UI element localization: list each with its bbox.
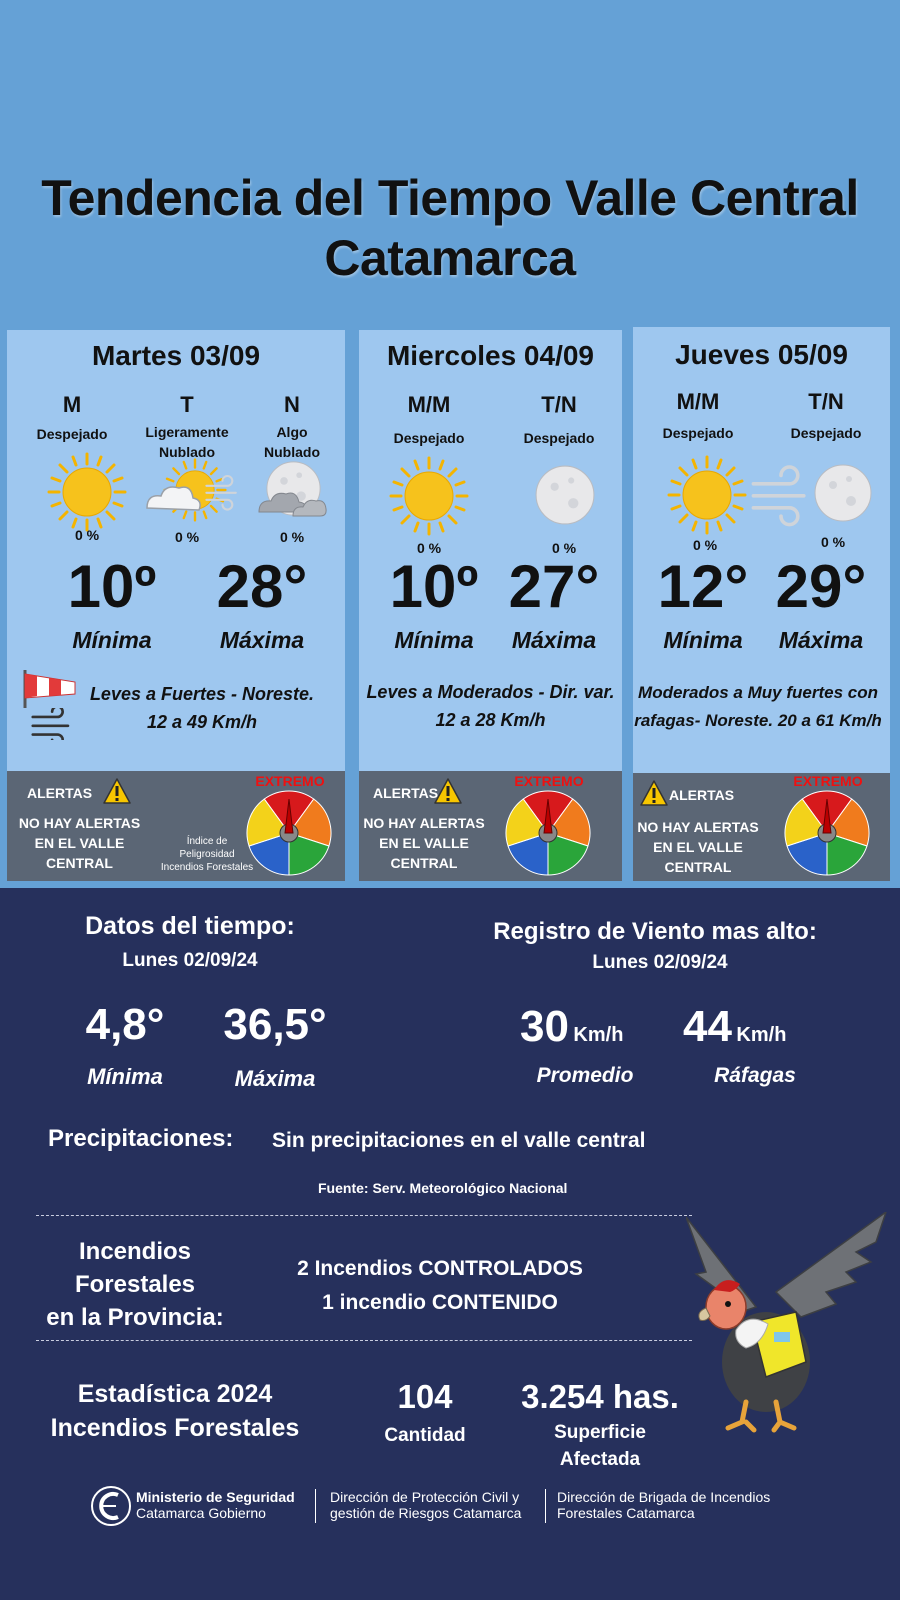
max-label: Máxima <box>219 627 305 653</box>
wind-record-date: Lunes 02/09/24 <box>592 952 728 973</box>
no-alerts-text: NO HAY ALERTAS EN EL VALLE CENTRAL <box>637 819 759 875</box>
gust-wind: 44 Km/h <box>683 1002 787 1051</box>
precip-percent: 0 % <box>74 527 100 543</box>
min-temp: 12° <box>657 553 749 620</box>
page-title: Tendencia del Tiempo Valle Central Catamarca <box>41 170 859 286</box>
fire-danger-gauge-icon <box>783 789 871 877</box>
wind-record-title: Registro de Viento mas alto: <box>493 918 817 945</box>
ministry-logo-icon <box>90 1485 132 1527</box>
period-mm: M/M Despejado <box>393 392 465 446</box>
fires-status: 2 Incendios CONTROLADOS 1 incendio CONTENIDO <box>297 1257 583 1314</box>
fires-label: Incendios Forestales en la Provincia: <box>46 1238 224 1331</box>
max-temp: 28° <box>216 553 308 620</box>
alerts-label: ALERTAS <box>373 785 439 801</box>
weather-data-title: Datos del tiempo: <box>85 912 295 940</box>
precip-label: Precipitaciones: <box>48 1125 234 1152</box>
separator <box>315 1489 316 1523</box>
burned-area: 3.254 has. <box>521 1378 679 1415</box>
gauge-level-label: EXTREMO <box>514 773 584 789</box>
recorded-max-label: Máxima <box>234 1066 316 1091</box>
precip-percent: 0 % <box>279 529 305 545</box>
min-label: Mínima <box>663 627 743 653</box>
fire-danger-gauge-icon <box>504 789 592 877</box>
danger-index-caption: Índice de Peligrosidad Incendios Forestales <box>160 836 254 873</box>
wind-forecast: Leves a Fuertes - Noreste. 12 a 49 Km/h <box>89 684 315 732</box>
precip-value: Sin precipitaciones en el valle central <box>272 1129 646 1152</box>
period-n: N Algo Nublado <box>264 392 320 460</box>
avg-wind: 30 Km/h <box>520 1002 624 1051</box>
min-temp: 10º <box>67 553 157 620</box>
alerts-label: ALERTAS <box>669 787 735 803</box>
separator <box>545 1489 546 1523</box>
precip-percent: 0 % <box>416 540 442 556</box>
wind-forecast: Leves a Moderados - Dir. var. 12 a 28 Km/h <box>366 682 615 730</box>
source-text: Fuente: Serv. Meteorológico Nacional <box>318 1180 568 1196</box>
sun-icon <box>47 452 127 532</box>
warning-icon <box>433 777 463 805</box>
max-temp: 27° <box>508 553 600 620</box>
warning-icon <box>639 779 669 807</box>
min-label: Mínima <box>72 627 152 653</box>
divider <box>36 1215 692 1216</box>
precip-percent: 0 % <box>551 540 577 556</box>
day-card-miercoles <box>359 330 622 881</box>
day-header: Jueves 05/09 <box>675 339 848 370</box>
no-alerts-text: NO HAY ALERTAS EN EL VALLE CENTRAL <box>18 815 141 871</box>
alerts-label: ALERTAS <box>27 785 93 801</box>
avg-wind-label: Promedio <box>536 1064 634 1087</box>
recorded-max-temp: 36,5° <box>223 1000 327 1049</box>
moon-icon <box>534 464 596 526</box>
day-header: Miercoles 04/09 <box>386 340 595 371</box>
sun-icon <box>389 456 469 536</box>
fire-count-label: Cantidad <box>384 1425 466 1446</box>
precip-percent: 0 % <box>174 529 200 545</box>
precip-percent: 0 % <box>692 537 718 553</box>
max-label: Máxima <box>511 627 597 653</box>
recorded-min-temp: 4,8° <box>85 1000 165 1049</box>
sun-cloud-wind-icon <box>143 458 243 528</box>
period-mm: M/M Despejado <box>662 389 734 441</box>
ministry-name: Ministerio de Seguridad Catamarca Gobierno <box>136 1489 295 1521</box>
recorded-min-label: Mínima <box>87 1064 163 1089</box>
divider <box>36 1340 692 1341</box>
period-tn: T/N Despejado <box>790 389 862 441</box>
sun-icon <box>667 455 747 535</box>
wind-forecast: Moderados a Muy fuertes con rafagas- Noreste. 20 a 61 Km/h <box>634 683 882 730</box>
condor-mascot-icon <box>686 1212 891 1442</box>
fire-brigade-name: Dirección de Brigada de Incendios Forestales Catamarca <box>557 1489 771 1521</box>
fire-count: 104 <box>397 1378 453 1415</box>
max-temp: 29° <box>775 553 867 620</box>
civil-protection-name: Dirección de Protección Civil y gestión de Riesgos Catamarca <box>330 1489 522 1521</box>
period-m: M Despejado <box>36 392 108 442</box>
stats-label: Estadística 2024 Incendios Forestales <box>50 1380 300 1442</box>
min-temp: 10º <box>389 553 479 620</box>
precip-percent: 0 % <box>820 534 846 550</box>
gauge-level-label: EXTREMO <box>255 773 325 789</box>
fire-danger-gauge-icon <box>245 789 333 877</box>
moon-wind-icon <box>751 459 875 529</box>
alert-panel <box>7 771 345 881</box>
max-label: Máxima <box>778 627 864 653</box>
day-card-martes <box>7 330 345 881</box>
period-tn: T/N Despejado <box>523 392 595 446</box>
burned-area-label: Superficie Afectada <box>554 1422 646 1470</box>
day-card-jueves <box>633 327 890 881</box>
min-label: Mínima <box>394 627 474 653</box>
gust-wind-label: Ráfagas <box>714 1064 796 1087</box>
period-t: T Ligeramente Nublado <box>145 392 229 460</box>
no-alerts-text: NO HAY ALERTAS EN EL VALLE CENTRAL <box>363 815 485 871</box>
alert-panel <box>633 773 890 881</box>
weather-data-date: Lunes 02/09/24 <box>122 950 258 971</box>
warning-icon <box>102 777 132 805</box>
moon-cloud-icon <box>257 460 327 520</box>
footer <box>90 1485 810 1535</box>
alert-panel <box>359 771 622 881</box>
gauge-level-label: EXTREMO <box>793 773 863 789</box>
day-header: Martes 03/09 <box>91 340 261 371</box>
